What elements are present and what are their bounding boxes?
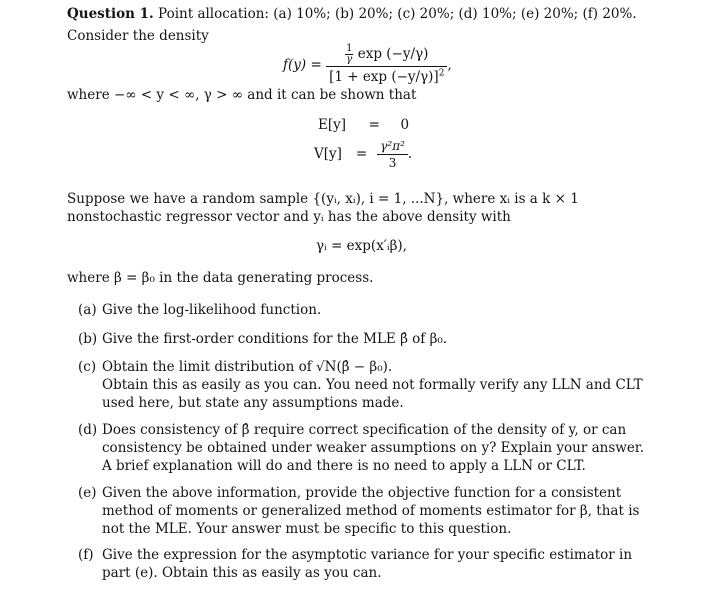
density-numerator: $\frac{1}{\gamma}$ exp (−y/γ)	[326, 44, 447, 67]
part-d-label: (d)	[78, 422, 98, 438]
part-d	[78, 421, 656, 475]
mean-rhs: 0	[400, 117, 410, 133]
part-c-label: (c)	[78, 359, 97, 375]
variance-fraction	[377, 139, 408, 170]
var-denominator: 3	[388, 155, 397, 170]
dgp-line: where β = β₀ in the data generating process.	[67, 270, 374, 286]
part-b	[78, 330, 656, 348]
part-c-line1: Obtain the limit distribution of √N(β̂ − β₀).	[102, 359, 393, 375]
density-fraction	[326, 44, 447, 86]
part-c-text: Obtain this as easily as you can. You need not formally verify any LLN and CLT used here, but state any assumptions made.	[102, 377, 643, 411]
var-eq: =	[355, 146, 368, 162]
part-f-label: (f)	[78, 547, 94, 563]
variance-line	[314, 136, 412, 172]
mean-lhs: E[y]	[318, 117, 347, 133]
one-over-gamma: $\frac{1}{\gamma}$	[346, 43, 353, 65]
density-denominator: $[1 + \exp (-y/\gamma)]^2$	[329, 68, 445, 85]
part-b-text: Give the first-order conditions for the MLE β̂ of β₀.	[102, 331, 448, 347]
part-d-text: Does consistency of β̂ require correct specification of the density of y, or can consistency be obtained under weaker assumptions on y? Explain your answer. A brief explanation will do and there is no need to apply a LLN or CLT.	[102, 422, 645, 474]
density-tail: ,	[447, 57, 452, 73]
mean-line	[318, 116, 409, 134]
part-e-label: (e)	[78, 485, 97, 501]
density-equation	[283, 44, 452, 86]
mean-eq: =	[368, 117, 380, 133]
var-lhs: V[y]	[314, 146, 342, 162]
where-line: where −∞ < y < ∞, γ > ∞ and it can be shown that	[67, 87, 417, 103]
part-c	[78, 358, 656, 412]
sample-paragraph: Suppose we have a random sample {(yᵢ, xᵢ), i = 1, ...N}, where xᵢ is a k × 1 nonstochastic regressor vector and yᵢ has the above density with	[67, 191, 579, 225]
var-numerator: γ²π²	[377, 139, 408, 155]
part-e-text: Given the above information, provide the objective function for a consistent method of moments or generalized method of moments estimator for β, that is not the MLE. Your answer must be specific to this question.	[102, 485, 640, 537]
consider-text: Consider the density	[67, 28, 209, 44]
part-f-text: Give the expression for the asymptotic variance for your specific estimator in part (e). Obtain this as easily as you can.	[102, 547, 633, 581]
question-heading-line	[67, 5, 637, 23]
gamma-equation: γᵢ = exp(x′ᵢβ),	[316, 238, 407, 254]
part-f	[78, 546, 656, 582]
var-tail: .	[407, 146, 413, 162]
point-allocation: Point allocation: (a) 10%; (b) 20%; (c) 20%; (d) 10%; (e) 20%; (f) 20%.	[158, 6, 637, 22]
part-a-text: Give the log-likelihood function.	[102, 302, 322, 318]
density-lhs: f(y) =	[283, 57, 322, 73]
question-number: Question 1.	[67, 6, 154, 22]
part-a-label: (a)	[78, 302, 97, 318]
part-a	[78, 301, 656, 319]
part-b-label: (b)	[78, 331, 98, 347]
part-e	[78, 484, 656, 538]
